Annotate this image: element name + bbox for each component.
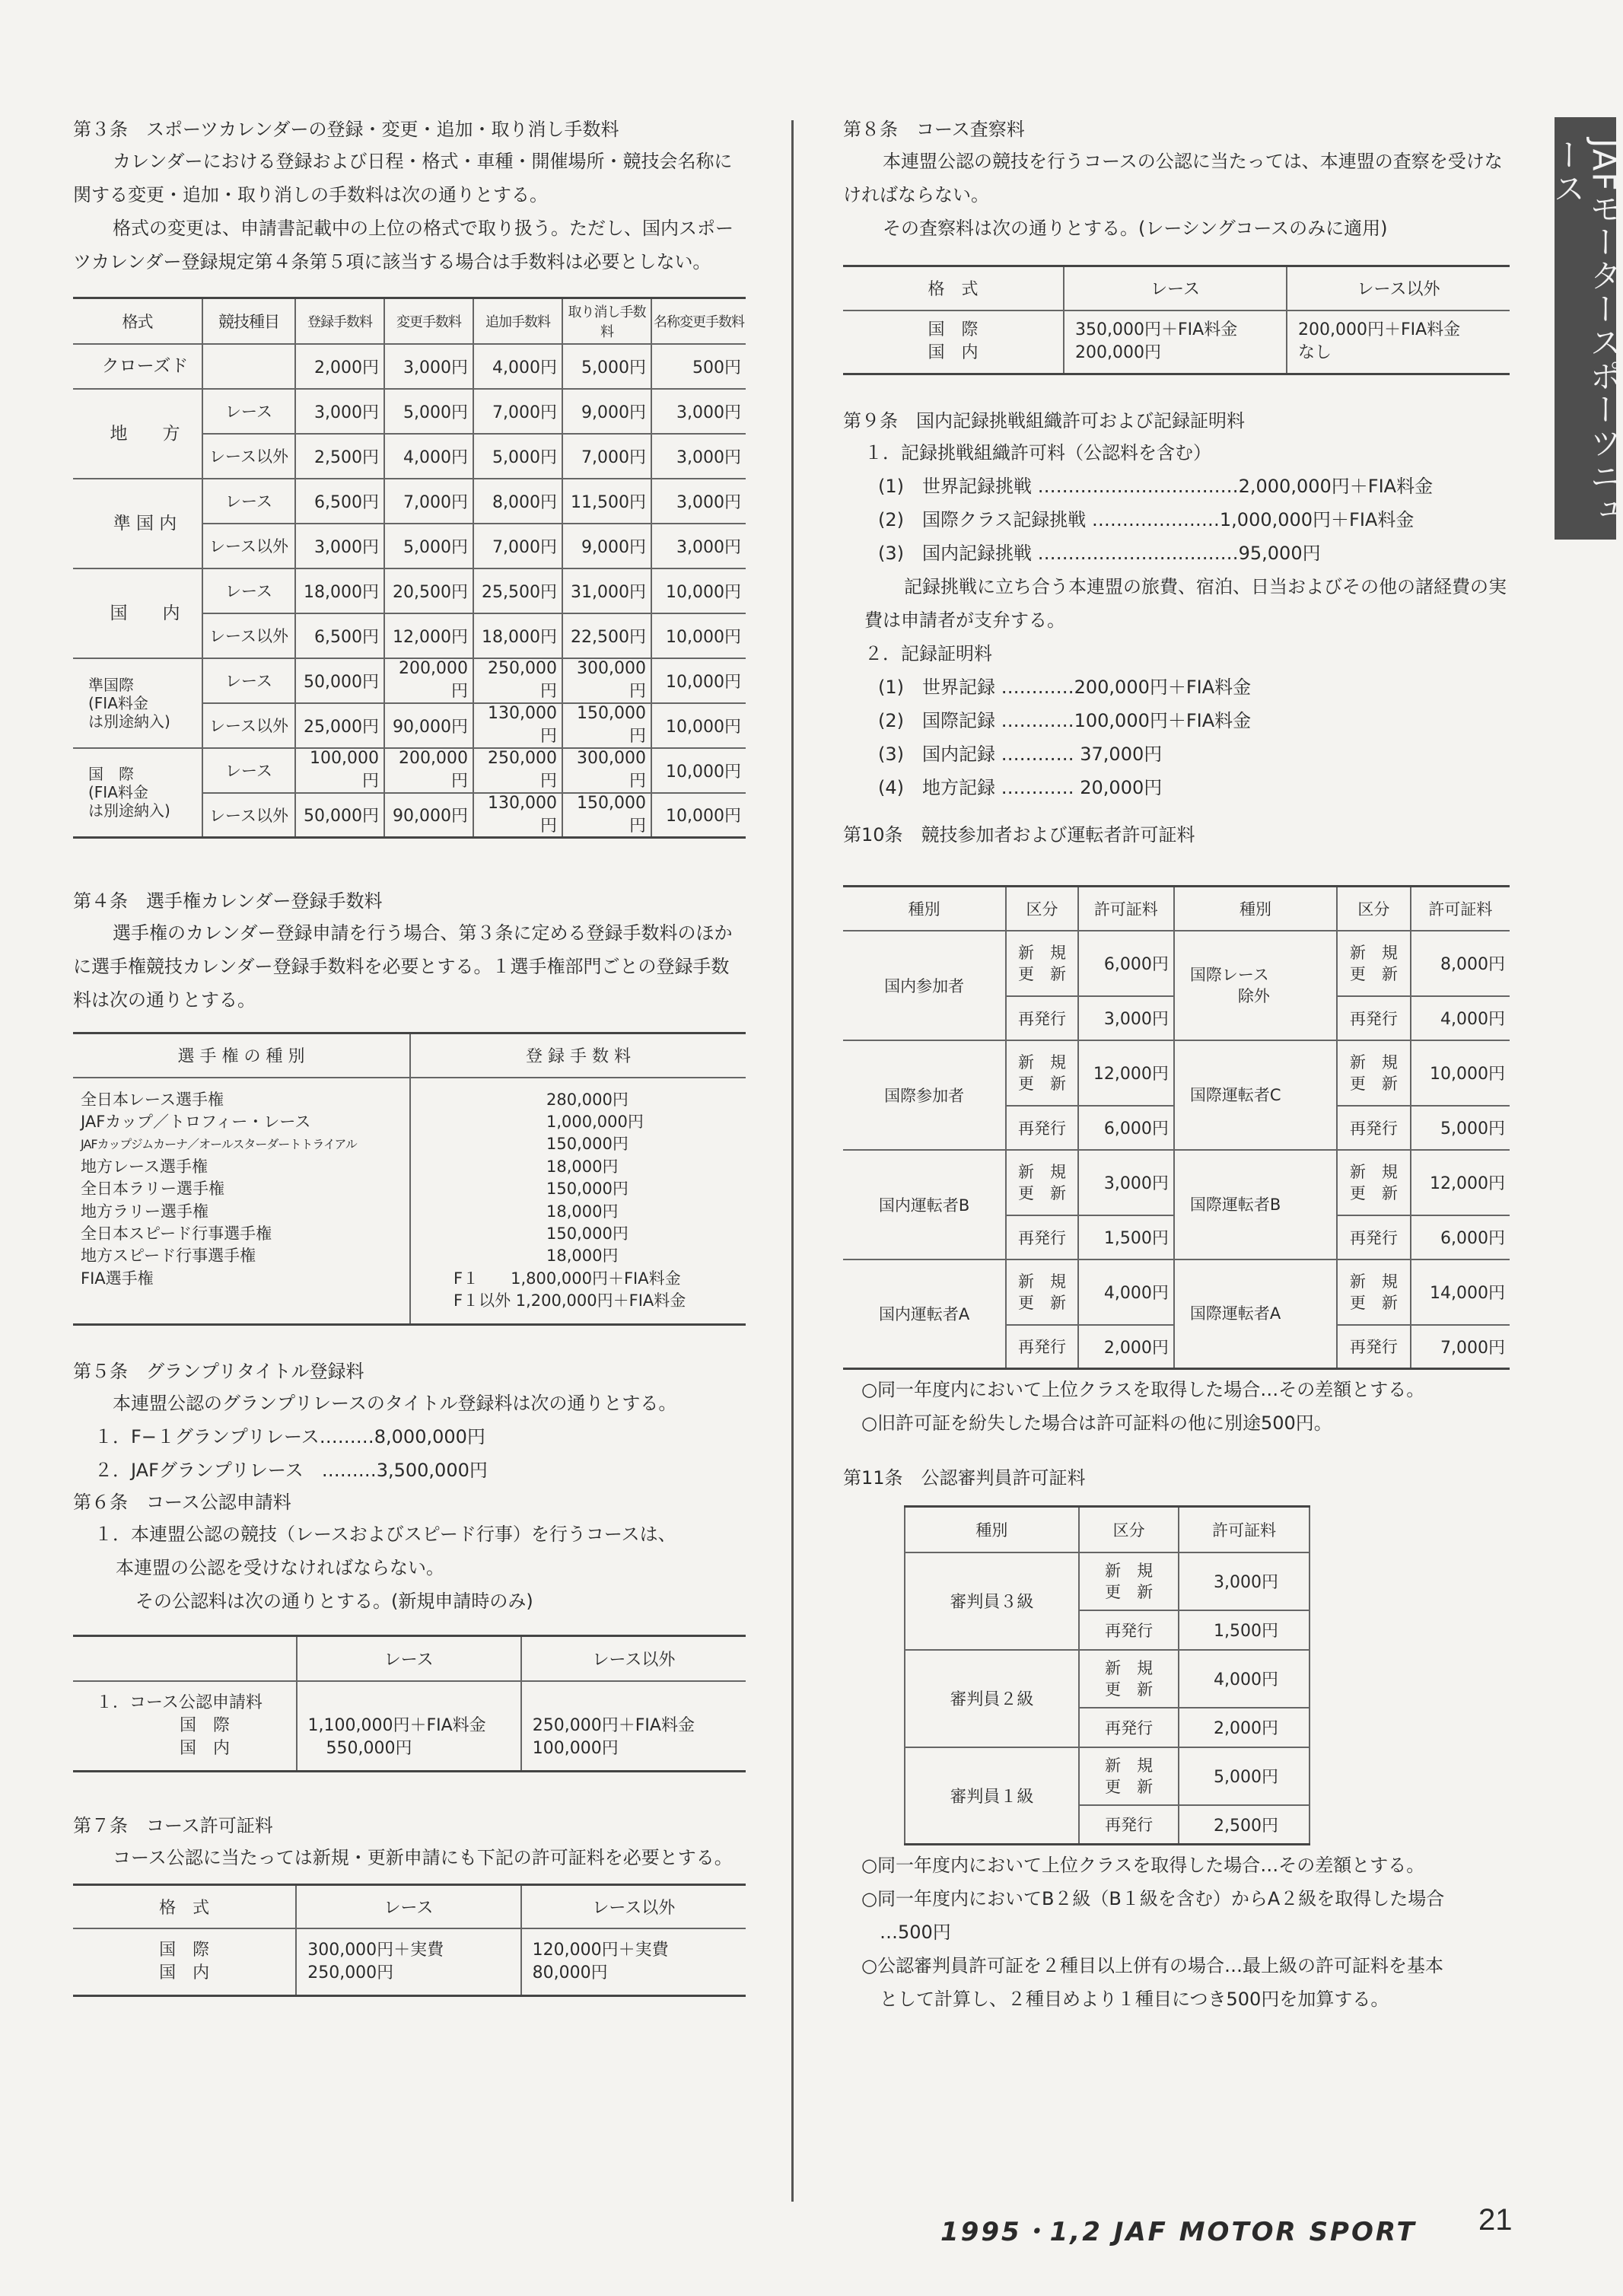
fee-cell: 10,000円 [651, 658, 746, 703]
fee-line: 550,000円 [326, 1738, 412, 1758]
fee-cell: 130,000円 [473, 793, 562, 838]
championship-name: 地方レース選手権 [81, 1157, 208, 1176]
category: 再発行 [1079, 1805, 1179, 1845]
championship-name: 全日本スピード行事選手権 [81, 1224, 272, 1243]
row-sublabel: 国 際 [928, 320, 979, 340]
header-cell: 種別 [1174, 887, 1337, 931]
category: 再発行 [1006, 996, 1078, 1040]
table-row [73, 1681, 746, 1771]
header-cell: 許可証料 [1411, 887, 1510, 931]
header-cell: 取り消し手数料 [562, 298, 651, 344]
header-cell [73, 1635, 297, 1681]
category: 新 規 更 新 [1337, 1259, 1411, 1325]
header-cell: 許可証料 [1078, 887, 1174, 931]
fee-cell: 1,500円 [1179, 1610, 1310, 1650]
license-type: 国内運転者A [843, 1259, 1006, 1369]
category: 新 規 更 新 [1006, 1040, 1078, 1106]
art9-item: (3) 国内記録 ………… 37,000円 [878, 744, 1163, 765]
calendar-fee-table [73, 297, 746, 839]
category: 新 規 更 新 [1079, 1552, 1179, 1610]
fee-cell: 150,000円 [562, 793, 651, 838]
table-header-row [73, 298, 746, 344]
category: 再発行 [1079, 1610, 1179, 1650]
fee-cell: 8,000円 [1411, 931, 1510, 996]
row-group: 準 国 内 [73, 479, 202, 568]
art3-paragraph-1: カレンダーにおける登録および日程・格式・車種・開催場所・競技会名称に関する変更・追加・取り消しの手数料は次の通りとする。 [73, 151, 733, 205]
non-race-fee [521, 1681, 746, 1771]
championship-name: 地方ラリー選手権 [81, 1202, 208, 1221]
header-cell: 追加手数料 [473, 298, 562, 344]
fee-cell: 2,000円 [295, 344, 384, 389]
art9-item: (1) 世界記録 …………200,000円＋FIA料金 [878, 677, 1252, 698]
fee-cell: 3,000円 [1179, 1552, 1310, 1610]
side-section-tab: JAFモータースポーツニュース [1555, 117, 1616, 540]
table-row [843, 1150, 1510, 1215]
fee-cell: 300,000円 [562, 748, 651, 793]
fee-cell: 3,000円 [651, 434, 746, 479]
fee-cell: 3,000円 [1078, 1150, 1174, 1215]
table-row [73, 568, 746, 613]
championship-name: JAFカップ／トロフィー・レース [81, 1112, 311, 1131]
art5-item-1: １．F−１グランプリレース………8,000,000円 [94, 1425, 485, 1447]
official-grade: 審判員２級 [905, 1650, 1079, 1747]
fee-cell: 6,000円 [1078, 931, 1174, 996]
fee-cell: 2,000円 [1078, 1325, 1174, 1369]
fee-cell: 4,000円 [473, 344, 562, 389]
page-number: 21 [1478, 2203, 1513, 2237]
fee-cell: 10,000円 [651, 748, 746, 793]
column-divider [791, 120, 794, 2202]
fee-cell: 200,000円 [384, 658, 473, 703]
category: 新 規 更 新 [1079, 1650, 1179, 1708]
table-header-row [73, 1033, 746, 1078]
official-grade: 審判員１級 [905, 1747, 1079, 1845]
header-cell: 登 録 手 数 料 [410, 1033, 746, 1078]
fee-line: 1,100,000円＋FIA料金 [307, 1715, 486, 1735]
fee-cell: 100,000円 [295, 748, 384, 793]
fee-cell: 10,000円 [651, 703, 746, 748]
championship-fee: F１ 1,800,000円＋FIA料金 [453, 1269, 681, 1288]
race-fee [297, 1681, 521, 1771]
table-row [843, 1259, 1510, 1325]
fee-cell: 250,000円 [473, 748, 562, 793]
category: 新 規 更 新 [1006, 1259, 1078, 1325]
fee-cell: 31,000円 [562, 568, 651, 613]
license-type: 国際運転者A [1174, 1259, 1337, 1369]
art11-title: 第11条 公認審判員許可証料 [843, 1467, 1086, 1489]
row-sublabel: 国 際 [159, 1940, 210, 1960]
championship-fee: 150,000円 [546, 1224, 629, 1243]
category: 再発行 [1006, 1106, 1078, 1150]
fee-cell: 90,000円 [384, 793, 473, 838]
fee-cell: 7,000円 [384, 479, 473, 524]
header-cell: 変更手数料 [384, 298, 473, 344]
fee-cell: 14,000円 [1411, 1259, 1510, 1325]
header-cell: レース以外 [521, 1635, 746, 1681]
row-type: レース [202, 748, 295, 793]
fee-cell: 3,000円 [1078, 996, 1174, 1040]
row-type: レース [202, 479, 295, 524]
table-header-row [73, 1635, 746, 1681]
fee-line: 250,000円 [307, 1963, 394, 1982]
table-row [73, 658, 746, 703]
championship-fees [410, 1078, 746, 1325]
header-cell: 格 式 [73, 1884, 296, 1928]
category: 新 規 更 新 [1337, 931, 1411, 996]
row-sublabel: 国 内 [159, 1963, 210, 1982]
right-column [843, 114, 1510, 2016]
table-row [73, 389, 746, 434]
fee-cell: 5,000円 [562, 344, 651, 389]
fee-cell: 25,500円 [473, 568, 562, 613]
course-inspection-fee-table [843, 265, 1510, 375]
fee-line: 250,000円＋FIA料金 [532, 1715, 695, 1735]
fee-line: 100,000円 [532, 1738, 619, 1758]
category: 新 規 更 新 [1337, 1150, 1411, 1215]
header-cell: 区分 [1006, 887, 1078, 931]
license-type: 国際レース 除外 [1174, 931, 1337, 1040]
fee-cell: 9,000円 [562, 389, 651, 434]
row-sublabel: 国 内 [928, 343, 979, 363]
category: 新 規 更 新 [1006, 931, 1078, 996]
fee-cell: 7,000円 [473, 524, 562, 568]
header-cell: 格 式 [843, 266, 1064, 310]
art11-note-3: ○公認審判員許可証を２種目以上併有の場合…最上級の許可証料を基本 [861, 1955, 1443, 1976]
art9-section-2: ２．記録証明料 [864, 643, 992, 664]
fee-cell: 500円 [651, 344, 746, 389]
course-permit-fee-table [73, 1884, 746, 1997]
championship-fee: 18,000円 [546, 1247, 619, 1266]
left-column [73, 114, 746, 1997]
fee-line: 200,000円＋FIA料金 [1298, 320, 1461, 340]
fee-cell: 10,000円 [651, 793, 746, 838]
fee-cell: 18,000円 [473, 613, 562, 658]
championship-fee: 18,000円 [546, 1202, 619, 1221]
fee-cell: 20,500円 [384, 568, 473, 613]
category: 再発行 [1006, 1215, 1078, 1259]
art11-note-1: ○同一年度内において上位クラスを取得した場合…その差額とする。 [861, 1855, 1425, 1876]
fee-cell: 11,500円 [562, 479, 651, 524]
fee-cell: 130,000円 [473, 703, 562, 748]
fee-cell: 6,500円 [295, 613, 384, 658]
fee-cell: 7,000円 [473, 389, 562, 434]
row-type: レース [202, 389, 295, 434]
row-type: レース [202, 568, 295, 613]
fee-line: 200,000円 [1075, 343, 1162, 363]
row-group: クローズド [73, 344, 202, 389]
header-cell: 登録手数料 [295, 298, 384, 344]
row-type: レース以外 [202, 434, 295, 479]
table-row [73, 479, 746, 524]
header-cell: レース [297, 1635, 521, 1681]
fee-cell: 5,000円 [384, 389, 473, 434]
official-grade: 審判員３級 [905, 1552, 1079, 1650]
fee-cell: 10,000円 [1411, 1040, 1510, 1106]
header-cell: 許可証料 [1179, 1507, 1310, 1552]
fee-cell: 250,000円 [473, 658, 562, 703]
art5-title: 第５条 グランプリタイトル登録料 [73, 1360, 364, 1382]
fee-cell: 4,000円 [384, 434, 473, 479]
fee-cell: 10,000円 [651, 568, 746, 613]
official-license-fee-table [904, 1505, 1310, 1845]
row-label [843, 310, 1064, 374]
art5-item-2: ２．JAFグランプリレース ………3,500,000円 [94, 1459, 488, 1481]
category: 新 規 更 新 [1079, 1747, 1179, 1805]
row-type: レース以外 [202, 524, 295, 568]
header-cell: 種別 [843, 887, 1006, 931]
art9-items-2 [843, 670, 1510, 804]
fee-cell: 200,000円 [384, 748, 473, 793]
row-label [73, 1928, 296, 1995]
table-row [73, 1928, 746, 1995]
art3-paragraph-2: 格式の変更は、申請書記載中の上位の格式で取り扱う。ただし、国内スポーツカレンダー登録規定第４条第５項に該当する場合は手数料は必要としない。 [73, 218, 734, 272]
championship-fee: 1,000,000円 [546, 1112, 644, 1131]
championship-name: FIA選手権 [81, 1269, 154, 1288]
art9-item: (2) 国際クラス記録挑戦 …………………1,000,000円＋FIA料金 [878, 509, 1415, 530]
header-cell: レース以外 [521, 1884, 746, 1928]
row-group: 国 内 [73, 568, 202, 658]
art8-paragraph-2: その査察料は次の通りとする。(レーシングコースのみに適用) [883, 218, 1388, 239]
fee-cell: 2,000円 [1179, 1708, 1310, 1747]
table-row [843, 1040, 1510, 1106]
art8-paragraph-1: 本連盟公認の競技を行うコースの公認に当たっては、本連盟の査察を受けなければならない。 [843, 151, 1503, 205]
art3-title: 第３条 スポーツカレンダーの登録・変更・追加・取り消し手数料 [73, 119, 619, 140]
fee-cell: 12,000円 [1411, 1150, 1510, 1215]
fee-cell: 12,000円 [384, 613, 473, 658]
license-type: 国際参加者 [843, 1040, 1006, 1150]
art9-item: (1) 世界記録挑戦 ……………………………2,000,000円＋FIA料金 [878, 476, 1434, 497]
category: 再発行 [1337, 1325, 1411, 1369]
table-header-row [73, 1884, 746, 1928]
header-cell: 名称変更手数料 [651, 298, 746, 344]
fee-line: 300,000円＋実費 [307, 1940, 444, 1960]
header-cell: レース [296, 1884, 520, 1928]
row-label-title: １．コース公認申請料 [96, 1693, 263, 1712]
header-cell: 競技種目 [202, 298, 295, 344]
fee-cell: 2,500円 [1179, 1805, 1310, 1845]
row-type: レース以外 [202, 613, 295, 658]
header-cell: 格式 [73, 298, 202, 344]
table-row [73, 344, 746, 389]
art7-title: 第７条 コース許可証料 [73, 1814, 273, 1836]
header-cell: 種別 [905, 1507, 1079, 1552]
fee-cell: 22,500円 [562, 613, 651, 658]
championship-fee-table [73, 1032, 746, 1326]
table-row [905, 1747, 1310, 1805]
footer-issue: 1995・1,2 JAF MOTOR SPORT [940, 2217, 1417, 2247]
table-row [73, 748, 746, 793]
fee-cell: 7,000円 [1411, 1325, 1510, 1369]
art6-paragraph-2: その公認料は次の通りとする。(新規申請時のみ) [135, 1590, 533, 1612]
row-type: レース以外 [202, 793, 295, 838]
championship-name: JAFカップジムカーナ／オールスターダートトライアル [81, 1137, 357, 1152]
fee-cell: 5,000円 [1411, 1106, 1510, 1150]
course-approval-fee-table [73, 1635, 746, 1772]
category: 再発行 [1337, 1106, 1411, 1150]
license-type: 国際運転者B [1174, 1150, 1337, 1259]
championship-names [73, 1078, 410, 1325]
art9-paragraph: 記録挑戦に立ち合う本連盟の旅費、宿泊、日当およびその他の諸経費の実費は申請者が支弁する。 [864, 576, 1507, 631]
art5-paragraph: 本連盟公認のグランプリレースのタイトル登録料は次の通りとする。 [113, 1392, 677, 1414]
table-header-row [905, 1507, 1310, 1552]
art9-item: (4) 地方記録 ………… 20,000円 [878, 777, 1163, 798]
table-row [73, 1078, 746, 1325]
header-cell: 選 手 権 の 種 別 [73, 1033, 410, 1078]
header-cell: 区分 [1337, 887, 1411, 931]
championship-fee: 18,000円 [546, 1157, 619, 1176]
row-type: レース以外 [202, 703, 295, 748]
art4-paragraph: 選手権のカレンダー登録申請を行う場合、第３条に定める登録手数料のほかに選手権競技カレンダー登録手数料を必要とする。１選手権部門ごとの登録手数料は次の通りとする。 [73, 922, 733, 1011]
license-type: 国内参加者 [843, 931, 1006, 1040]
category: 再発行 [1337, 996, 1411, 1040]
row-group: 地 方 [73, 389, 202, 479]
championship-fee: 150,000円 [546, 1180, 629, 1199]
category: 再発行 [1006, 1325, 1078, 1369]
table-row [843, 931, 1510, 996]
category: 再発行 [1079, 1708, 1179, 1747]
art9-section-1: １．記録挑戦組織許可料（公認料を含む） [864, 442, 1211, 463]
fee-cell: 12,000円 [1078, 1040, 1174, 1106]
fee-cell: 3,000円 [651, 389, 746, 434]
fee-cell: 5,000円 [473, 434, 562, 479]
fee-cell: 4,000円 [1179, 1650, 1310, 1708]
non-race-fee [521, 1928, 746, 1995]
art11-note-2: ○同一年度内においてB２級（B１級を含む）からA２級を取得した場合 [861, 1888, 1445, 1909]
row-label [73, 1681, 297, 1771]
championship-name: 地方スピード行事選手権 [81, 1247, 256, 1266]
fee-cell: 3,000円 [651, 479, 746, 524]
fee-cell: 5,000円 [1179, 1747, 1310, 1805]
fee-cell: 3,000円 [295, 524, 384, 568]
fee-cell: 3,000円 [295, 389, 384, 434]
header-cell: 区分 [1079, 1507, 1179, 1552]
art9-items-1 [843, 470, 1510, 570]
fee-cell: 6,000円 [1411, 1215, 1510, 1259]
table-row [905, 1552, 1310, 1610]
fee-cell: 7,000円 [562, 434, 651, 479]
fee-line: 120,000円＋実費 [532, 1940, 669, 1960]
championship-fee: 150,000円 [546, 1135, 629, 1154]
art11-note-2-cont: …500円 [880, 1922, 951, 1943]
fee-cell: 6,000円 [1078, 1106, 1174, 1150]
fee-cell: 8,000円 [473, 479, 562, 524]
fee-cell: 1,500円 [1078, 1215, 1174, 1259]
license-type: 国際運転者C [1174, 1040, 1337, 1150]
fee-cell: 5,000円 [384, 524, 473, 568]
fee-cell: 18,000円 [295, 568, 384, 613]
fee-line: 350,000円＋FIA料金 [1075, 320, 1238, 340]
fee-cell: 9,000円 [562, 524, 651, 568]
table-row [843, 310, 1510, 374]
art6-item-1: １．本連盟公認の競技（レースおよびスピード行事）を行うコースは、 [94, 1523, 676, 1545]
art9-title: 第９条 国内記録挑戦組織許可および記録証明料 [843, 410, 1245, 431]
fee-cell: 4,000円 [1411, 996, 1510, 1040]
table-row [905, 1650, 1310, 1708]
category: 新 規 更 新 [1337, 1040, 1411, 1106]
license-fee-table [843, 885, 1510, 1370]
row-type [202, 344, 295, 389]
championship-name: 全日本レース選手権 [81, 1090, 224, 1109]
row-type: レース [202, 658, 295, 703]
art9-item: (2) 国際記録 …………100,000円＋FIA料金 [878, 710, 1252, 731]
fee-cell: 50,000円 [295, 658, 384, 703]
row-group: 国 際 (FIA料金 は別途納入) [73, 748, 202, 838]
fee-cell: 50,000円 [295, 793, 384, 838]
art6-title: 第６条 コース公認申請料 [73, 1491, 291, 1513]
art10-note-2: ○旧許可証を紛失した場合は許可証料の他に別途500円。 [861, 1412, 1332, 1434]
art10-title: 第10条 競技参加者および運転者許可証料 [843, 824, 1195, 845]
fee-cell: 10,000円 [651, 613, 746, 658]
championship-fee: F１以外 1,200,000円＋FIA料金 [453, 1291, 686, 1310]
art9-item: (3) 国内記録挑戦 ……………………………95,000円 [878, 543, 1321, 564]
table-header-row [843, 266, 1510, 310]
fee-cell: 6,500円 [295, 479, 384, 524]
art11-note-3-cont: として計算し、２種目めより１種目につき500円を加算する。 [880, 1989, 1389, 2010]
license-type: 国内運転者B [843, 1150, 1006, 1259]
fee-cell: 150,000円 [562, 703, 651, 748]
header-cell: レース [1064, 266, 1287, 310]
row-group: 準国際 (FIA料金 は別途納入) [73, 658, 202, 748]
art10-note-1: ○同一年度内において上位クラスを取得した場合…その差額とする。 [861, 1379, 1425, 1400]
category: 再発行 [1337, 1215, 1411, 1259]
fee-line: なし [1298, 343, 1332, 363]
art6-item-1-cont: 本連盟の公認を受けなければならない。 [116, 1556, 444, 1578]
art8-title: 第８条 コース査察料 [843, 119, 1025, 140]
fee-cell: 2,500円 [295, 434, 384, 479]
art4-title: 第４条 選手権カレンダー登録手数料 [73, 890, 383, 912]
championship-name: 全日本ラリー選手権 [81, 1180, 224, 1199]
race-fee [1064, 310, 1287, 374]
non-race-fee [1287, 310, 1510, 374]
race-fee [296, 1928, 520, 1995]
header-cell: レース以外 [1287, 266, 1510, 310]
fee-cell: 90,000円 [384, 703, 473, 748]
row-sublabel: 国 際 [180, 1715, 231, 1735]
fee-cell: 3,000円 [384, 344, 473, 389]
fee-cell: 300,000円 [562, 658, 651, 703]
category: 新 規 更 新 [1006, 1150, 1078, 1215]
fee-cell: 25,000円 [295, 703, 384, 748]
fee-line: 80,000円 [532, 1963, 608, 1982]
championship-fee: 280,000円 [546, 1090, 629, 1109]
fee-cell: 3,000円 [651, 524, 746, 568]
table-header-row [843, 887, 1510, 931]
art7-paragraph: コース公認に当たっては新規・更新申請にも下記の許可証料を必要とする。 [113, 1846, 733, 1868]
fee-cell: 4,000円 [1078, 1259, 1174, 1325]
row-sublabel: 国 内 [180, 1738, 231, 1758]
